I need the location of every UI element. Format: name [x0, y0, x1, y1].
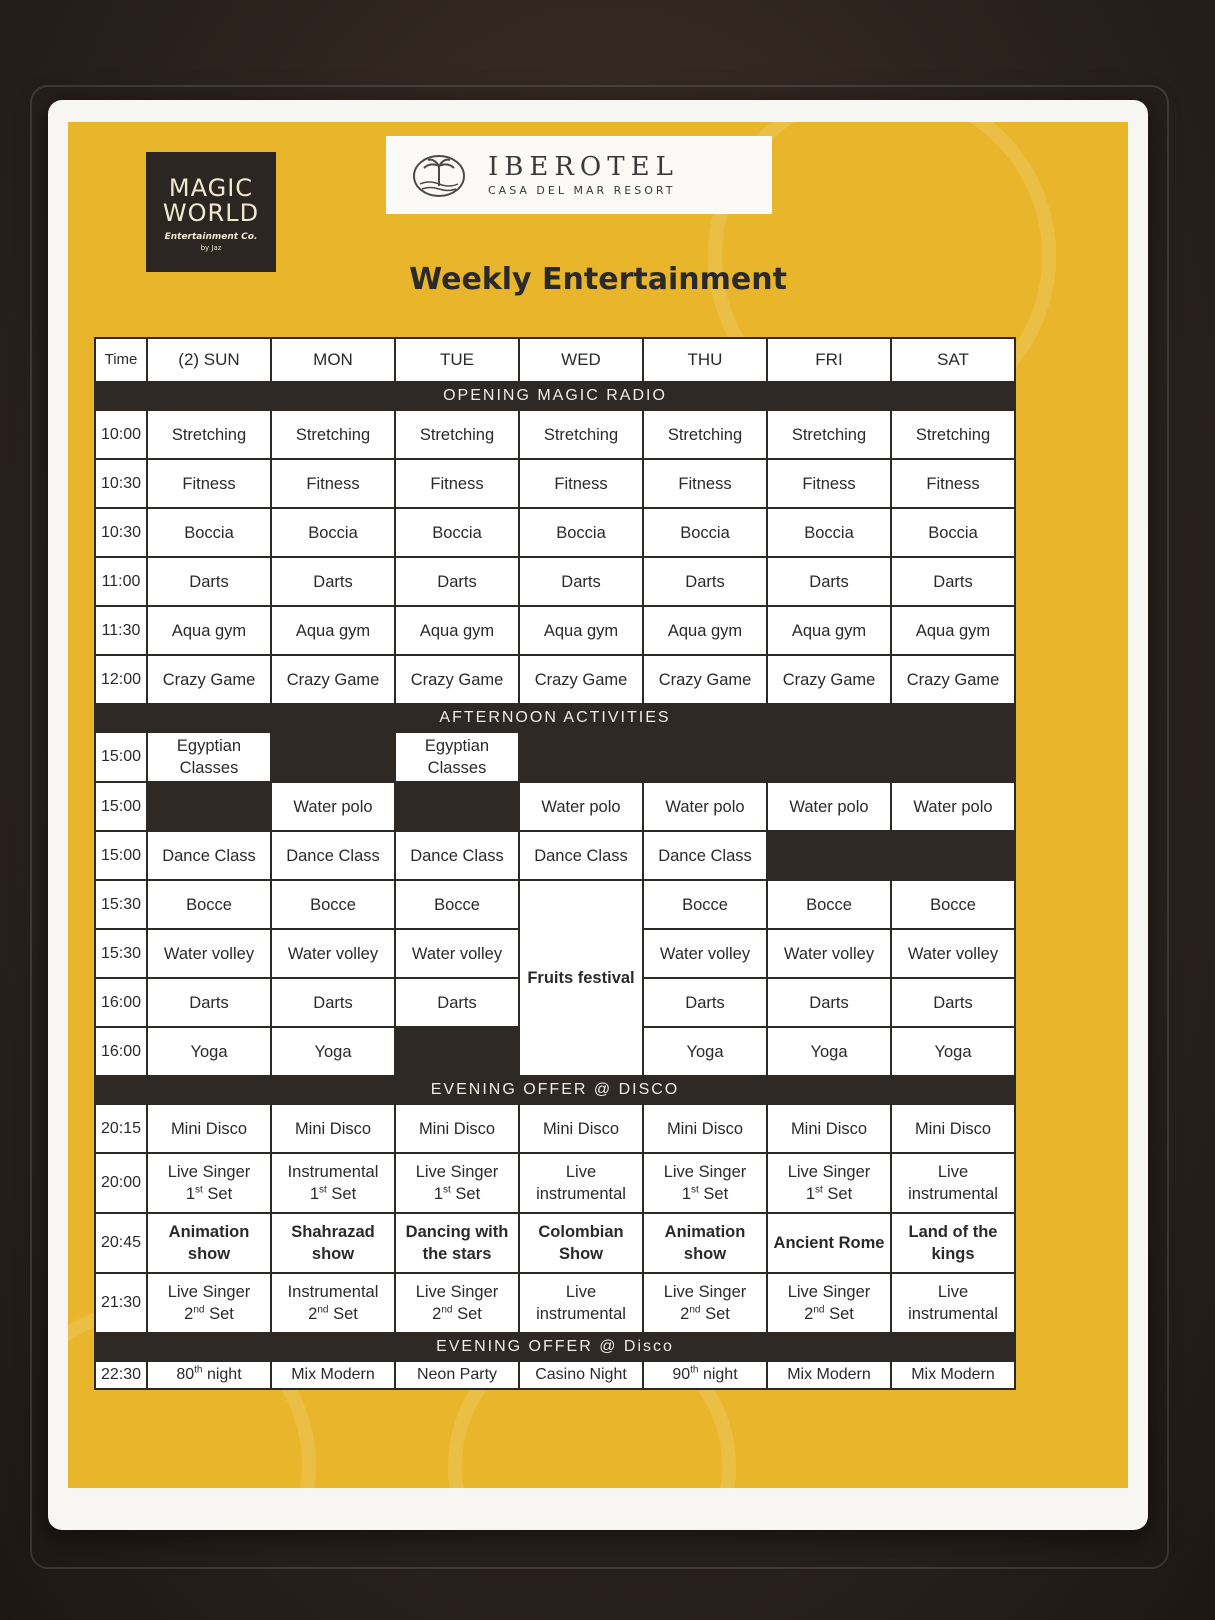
cell-line: Instrumental	[287, 1283, 379, 1301]
table-row	[95, 1213, 1015, 1273]
cell-number: 80	[176, 1366, 195, 1383]
activity-cell: Dance Class	[147, 831, 271, 880]
activity-cell: Darts	[891, 557, 1015, 606]
time-cell: 15:30	[95, 880, 147, 929]
logo-text: MAGIC	[168, 174, 254, 202]
cell-line: kings	[931, 1245, 975, 1263]
cell-number: 2	[184, 1305, 194, 1323]
cell-number: 1	[309, 1185, 320, 1203]
cell-line: Shahrazad	[291, 1223, 375, 1241]
activity-cell: Fitness	[271, 459, 395, 508]
hotel-name: IBEROTEL	[488, 152, 679, 182]
cell-line: Set	[209, 1305, 234, 1323]
activity-cell: Darts	[395, 557, 519, 606]
cell-line: Mini Disco	[914, 1119, 992, 1138]
time-cell: 15:30	[95, 929, 147, 978]
cell-number: 2	[804, 1305, 814, 1323]
activity-cell: Darts	[395, 978, 519, 1027]
activity-cell	[891, 1104, 1015, 1153]
empty-cell	[767, 831, 891, 880]
activity-cell	[395, 1153, 519, 1213]
activity-cell: Stretching	[519, 410, 643, 459]
logo-text: WORLD	[162, 199, 260, 227]
time-cell: 16:00	[95, 978, 147, 1027]
cell-line: Dancing with	[405, 1223, 509, 1241]
cell-line: Mini Disco	[790, 1119, 868, 1138]
activity-cell: Aqua gym	[395, 606, 519, 655]
cell-line: instrumental	[536, 1305, 626, 1323]
iberotel-logo	[386, 136, 772, 214]
activity-cell	[767, 1213, 891, 1273]
activity-cell: Crazy Game	[395, 655, 519, 704]
cell-line: Show	[559, 1245, 603, 1263]
cell-number: 1	[433, 1185, 444, 1203]
activity-cell: Darts	[271, 557, 395, 606]
activity-cell: Fitness	[643, 459, 767, 508]
activity-cell: Darts	[147, 978, 271, 1027]
ordinal-suffix: th	[690, 1364, 699, 1376]
cell-line: Ancient Rome	[773, 1234, 885, 1252]
activity-cell: Stretching	[643, 410, 767, 459]
activity-cell: Water volley	[643, 929, 767, 978]
time-cell: 22:30	[95, 1361, 147, 1389]
activity-cell	[643, 1104, 767, 1153]
activity-cell: Yoga	[891, 1027, 1015, 1076]
activity-cell	[767, 1273, 891, 1333]
activity-cell: Darts	[271, 978, 395, 1027]
cell-line: instrumental	[908, 1305, 998, 1323]
time-cell: 20:15	[95, 1104, 147, 1153]
festival-cell: Fruits festival	[519, 880, 643, 1076]
activity-cell: Aqua gym	[519, 606, 643, 655]
time-cell: 20:45	[95, 1213, 147, 1273]
column-header: (2) SUN	[147, 338, 271, 382]
empty-cell	[643, 732, 767, 782]
activity-cell: Boccia	[271, 508, 395, 557]
table-row	[95, 880, 1015, 929]
section-header: EVENING OFFER @ Disco	[95, 1333, 1015, 1361]
section-header: AFTERNOON ACTIVITIES	[95, 704, 1015, 732]
activity-cell	[147, 732, 271, 782]
table-row	[95, 655, 1015, 704]
time-cell: 15:00	[95, 732, 147, 782]
empty-cell	[891, 732, 1015, 782]
cell-line: Set	[457, 1305, 482, 1323]
cell-number: 1	[805, 1185, 816, 1203]
cell-line: Live Singer	[663, 1163, 747, 1181]
time-cell: 11:30	[95, 606, 147, 655]
ordinal-suffix: th	[194, 1364, 203, 1376]
cell-line: Casino Night	[535, 1366, 627, 1383]
table-row	[95, 410, 1015, 459]
activity-cell: Water volley	[271, 929, 395, 978]
activity-cell: Boccia	[891, 508, 1015, 557]
table-row	[95, 732, 1015, 782]
empty-cell	[519, 732, 643, 782]
cell-line: Land of the	[908, 1223, 998, 1241]
cell-line: Instrumental	[287, 1163, 379, 1181]
time-cell: 10:00	[95, 410, 147, 459]
empty-cell	[395, 1027, 519, 1076]
activity-cell	[643, 1213, 767, 1273]
activity-cell	[147, 1273, 271, 1333]
cell-line: Classes	[179, 759, 239, 777]
cell-line: Mini Disco	[418, 1119, 496, 1138]
activity-cell: Darts	[767, 978, 891, 1027]
activity-cell: Bocce	[643, 880, 767, 929]
activity-cell: Yoga	[147, 1027, 271, 1076]
table-row	[95, 1361, 1015, 1389]
activity-cell: Darts	[891, 978, 1015, 1027]
activity-cell	[147, 1361, 271, 1389]
cell-line: Egyptian	[176, 737, 242, 755]
cell-line: Live	[937, 1163, 969, 1181]
ordinal-suffix: st	[691, 1184, 699, 1196]
cell-line: Mini Disco	[294, 1119, 372, 1138]
activity-cell	[767, 1153, 891, 1213]
activity-cell: Stretching	[767, 410, 891, 459]
cell-line: Egyptian	[424, 737, 490, 755]
schedule-table	[94, 337, 1016, 1390]
cell-line: Mini Disco	[666, 1119, 744, 1138]
ordinal-suffix: st	[443, 1184, 451, 1196]
activity-cell	[891, 1273, 1015, 1333]
laminated-sheet	[48, 100, 1148, 1530]
column-header: SAT	[891, 338, 1015, 382]
cell-line: Live Singer	[663, 1283, 747, 1301]
activity-cell: Crazy Game	[767, 655, 891, 704]
cell-line: Live Singer	[167, 1163, 251, 1181]
activity-cell: Water polo	[891, 782, 1015, 831]
cell-line: Set	[827, 1185, 853, 1203]
cell-line: instrumental	[536, 1185, 626, 1203]
activity-cell	[147, 1104, 271, 1153]
cell-number: 90	[672, 1366, 691, 1383]
activity-cell: Boccia	[643, 508, 767, 557]
time-cell: 12:00	[95, 655, 147, 704]
cell-line: Live Singer	[787, 1283, 871, 1301]
table-row	[95, 782, 1015, 831]
cell-line: Mix Modern	[291, 1366, 375, 1383]
time-cell: 15:00	[95, 782, 147, 831]
activity-cell: Aqua gym	[147, 606, 271, 655]
activity-cell: Crazy Game	[891, 655, 1015, 704]
ordinal-suffix: nd	[193, 1304, 205, 1316]
activity-cell: Bocce	[395, 880, 519, 929]
section-header: OPENING MAGIC RADIO	[95, 382, 1015, 410]
cell-line: Mini Disco	[170, 1119, 248, 1138]
table-row	[95, 557, 1015, 606]
activity-cell: Dance Class	[643, 831, 767, 880]
time-cell: 11:00	[95, 557, 147, 606]
palm-tree-icon	[412, 154, 466, 198]
activity-cell: Water polo	[643, 782, 767, 831]
cell-line: Set	[207, 1185, 233, 1203]
cell-line: show	[311, 1245, 355, 1263]
activity-cell: Darts	[643, 557, 767, 606]
activity-cell: Crazy Game	[643, 655, 767, 704]
cell-number: 1	[185, 1185, 196, 1203]
cell-line: Colombian	[538, 1223, 624, 1241]
activity-cell: Water polo	[767, 782, 891, 831]
time-cell: 10:30	[95, 459, 147, 508]
empty-cell	[271, 732, 395, 782]
activity-cell	[519, 1361, 643, 1389]
activity-cell: Bocce	[271, 880, 395, 929]
activity-cell: Crazy Game	[147, 655, 271, 704]
header-row	[95, 338, 1015, 382]
activity-cell	[643, 1153, 767, 1213]
time-cell: 15:00	[95, 831, 147, 880]
cell-line: Live	[565, 1163, 597, 1181]
activity-cell	[643, 1273, 767, 1333]
column-header: THU	[643, 338, 767, 382]
activity-cell: Darts	[767, 557, 891, 606]
activity-cell: Crazy Game	[519, 655, 643, 704]
activity-cell: Water polo	[271, 782, 395, 831]
activity-cell: Boccia	[147, 508, 271, 557]
activity-cell: Fitness	[891, 459, 1015, 508]
activity-cell	[767, 1361, 891, 1389]
activity-cell: Boccia	[395, 508, 519, 557]
table-row	[95, 1104, 1015, 1153]
activity-cell: Stretching	[891, 410, 1015, 459]
activity-cell	[395, 1273, 519, 1333]
empty-cell	[891, 831, 1015, 880]
cell-line: night	[702, 1366, 738, 1383]
activity-cell	[891, 1153, 1015, 1213]
cell-number: 2	[680, 1305, 690, 1323]
cell-line: Set	[331, 1185, 357, 1203]
activity-cell: Yoga	[271, 1027, 395, 1076]
activity-cell	[147, 1153, 271, 1213]
table-row	[95, 831, 1015, 880]
cell-line: Live	[937, 1283, 969, 1301]
activity-cell	[271, 1361, 395, 1389]
cell-number: 2	[432, 1305, 442, 1323]
activity-cell: Dance Class	[271, 831, 395, 880]
activity-cell	[891, 1361, 1015, 1389]
activity-cell: Water volley	[147, 929, 271, 978]
activity-cell: Darts	[147, 557, 271, 606]
logo-text: Entertainment Co.	[164, 232, 258, 242]
activity-cell: Bocce	[891, 880, 1015, 929]
ordinal-suffix: nd	[317, 1304, 329, 1316]
cell-line: Mix Modern	[787, 1366, 871, 1383]
activity-cell	[395, 732, 519, 782]
column-header: Time	[95, 338, 147, 382]
cell-line: show	[187, 1245, 231, 1263]
activity-cell: Boccia	[767, 508, 891, 557]
activity-cell	[271, 1104, 395, 1153]
activity-cell: Darts	[519, 557, 643, 606]
table-row	[95, 508, 1015, 557]
column-header: MON	[271, 338, 395, 382]
section-header: EVENING OFFER @ DISCO	[95, 1076, 1015, 1104]
empty-cell	[395, 782, 519, 831]
time-cell: 10:30	[95, 508, 147, 557]
activity-cell: Water volley	[395, 929, 519, 978]
cell-line: Live Singer	[415, 1163, 499, 1181]
cell-line: Classes	[427, 759, 487, 777]
time-cell: 20:00	[95, 1153, 147, 1213]
hotel-subtitle: CASA DEL MAR RESORT	[488, 184, 676, 197]
activity-cell: Fitness	[147, 459, 271, 508]
empty-cell	[767, 732, 891, 782]
activity-cell: Stretching	[271, 410, 395, 459]
cell-line: Live Singer	[415, 1283, 499, 1301]
table-row	[95, 606, 1015, 655]
activity-cell	[395, 1361, 519, 1389]
activity-cell: Darts	[643, 978, 767, 1027]
page-title: Weekly Entertainment	[409, 262, 787, 297]
cell-line: show	[683, 1245, 727, 1263]
cell-line: instrumental	[908, 1185, 998, 1203]
magic-world-logo	[146, 152, 276, 272]
activity-cell: Yoga	[643, 1027, 767, 1076]
activity-cell	[519, 1213, 643, 1273]
ordinal-suffix: st	[815, 1184, 823, 1196]
schedule-poster	[68, 122, 1128, 1488]
activity-cell	[519, 1153, 643, 1213]
cell-line: night	[206, 1366, 242, 1383]
activity-cell	[271, 1213, 395, 1273]
activity-cell: Boccia	[519, 508, 643, 557]
cell-line: Animation	[664, 1223, 746, 1241]
cell-line: Mini Disco	[542, 1119, 620, 1138]
ordinal-suffix: nd	[689, 1304, 701, 1316]
activity-cell	[395, 1104, 519, 1153]
cell-line: Mix Modern	[911, 1366, 995, 1383]
activity-cell	[395, 1213, 519, 1273]
table-row	[95, 1273, 1015, 1333]
activity-cell: Crazy Game	[271, 655, 395, 704]
cell-line: Set	[703, 1185, 729, 1203]
cell-line: Neon Party	[416, 1366, 498, 1383]
cell-line: Set	[705, 1305, 730, 1323]
cell-line: Animation	[168, 1223, 250, 1241]
activity-cell: Stretching	[147, 410, 271, 459]
column-header: TUE	[395, 338, 519, 382]
activity-cell	[519, 1104, 643, 1153]
activity-cell	[271, 1153, 395, 1213]
activity-cell: Fitness	[767, 459, 891, 508]
activity-cell: Water polo	[519, 782, 643, 831]
cell-line: Live	[565, 1283, 597, 1301]
empty-cell	[147, 782, 271, 831]
table-row	[95, 1153, 1015, 1213]
activity-cell: Aqua gym	[271, 606, 395, 655]
activity-cell: Aqua gym	[891, 606, 1015, 655]
cell-line: Live Singer	[787, 1163, 871, 1181]
activity-cell	[147, 1213, 271, 1273]
time-cell: 21:30	[95, 1273, 147, 1333]
ordinal-suffix: st	[195, 1184, 203, 1196]
cell-line: Live Singer	[167, 1283, 251, 1301]
activity-cell: Bocce	[767, 880, 891, 929]
cell-line: the stars	[422, 1245, 492, 1263]
activity-cell: Dance Class	[395, 831, 519, 880]
activity-cell	[519, 1273, 643, 1333]
activity-cell: Aqua gym	[643, 606, 767, 655]
column-header: FRI	[767, 338, 891, 382]
activity-cell	[891, 1213, 1015, 1273]
activity-cell: Dance Class	[519, 831, 643, 880]
activity-cell: Stretching	[395, 410, 519, 459]
ordinal-suffix: nd	[813, 1304, 825, 1316]
ordinal-suffix: st	[319, 1184, 327, 1196]
table-row	[95, 459, 1015, 508]
activity-cell: Bocce	[147, 880, 271, 929]
cell-number: 1	[681, 1185, 692, 1203]
activity-cell	[271, 1273, 395, 1333]
activity-cell: Water volley	[767, 929, 891, 978]
cell-line: Set	[829, 1305, 854, 1323]
cell-number: 2	[308, 1305, 318, 1323]
ordinal-suffix: nd	[441, 1304, 453, 1316]
activity-cell	[767, 1104, 891, 1153]
activity-cell	[643, 1361, 767, 1389]
cell-line: Set	[333, 1305, 358, 1323]
activity-cell: Fitness	[519, 459, 643, 508]
logo-text: by Jaz	[200, 244, 222, 252]
activity-cell: Fitness	[395, 459, 519, 508]
activity-cell: Water volley	[891, 929, 1015, 978]
column-header: WED	[519, 338, 643, 382]
cell-line: Set	[455, 1185, 481, 1203]
time-cell: 16:00	[95, 1027, 147, 1076]
activity-cell: Aqua gym	[767, 606, 891, 655]
activity-cell: Yoga	[767, 1027, 891, 1076]
